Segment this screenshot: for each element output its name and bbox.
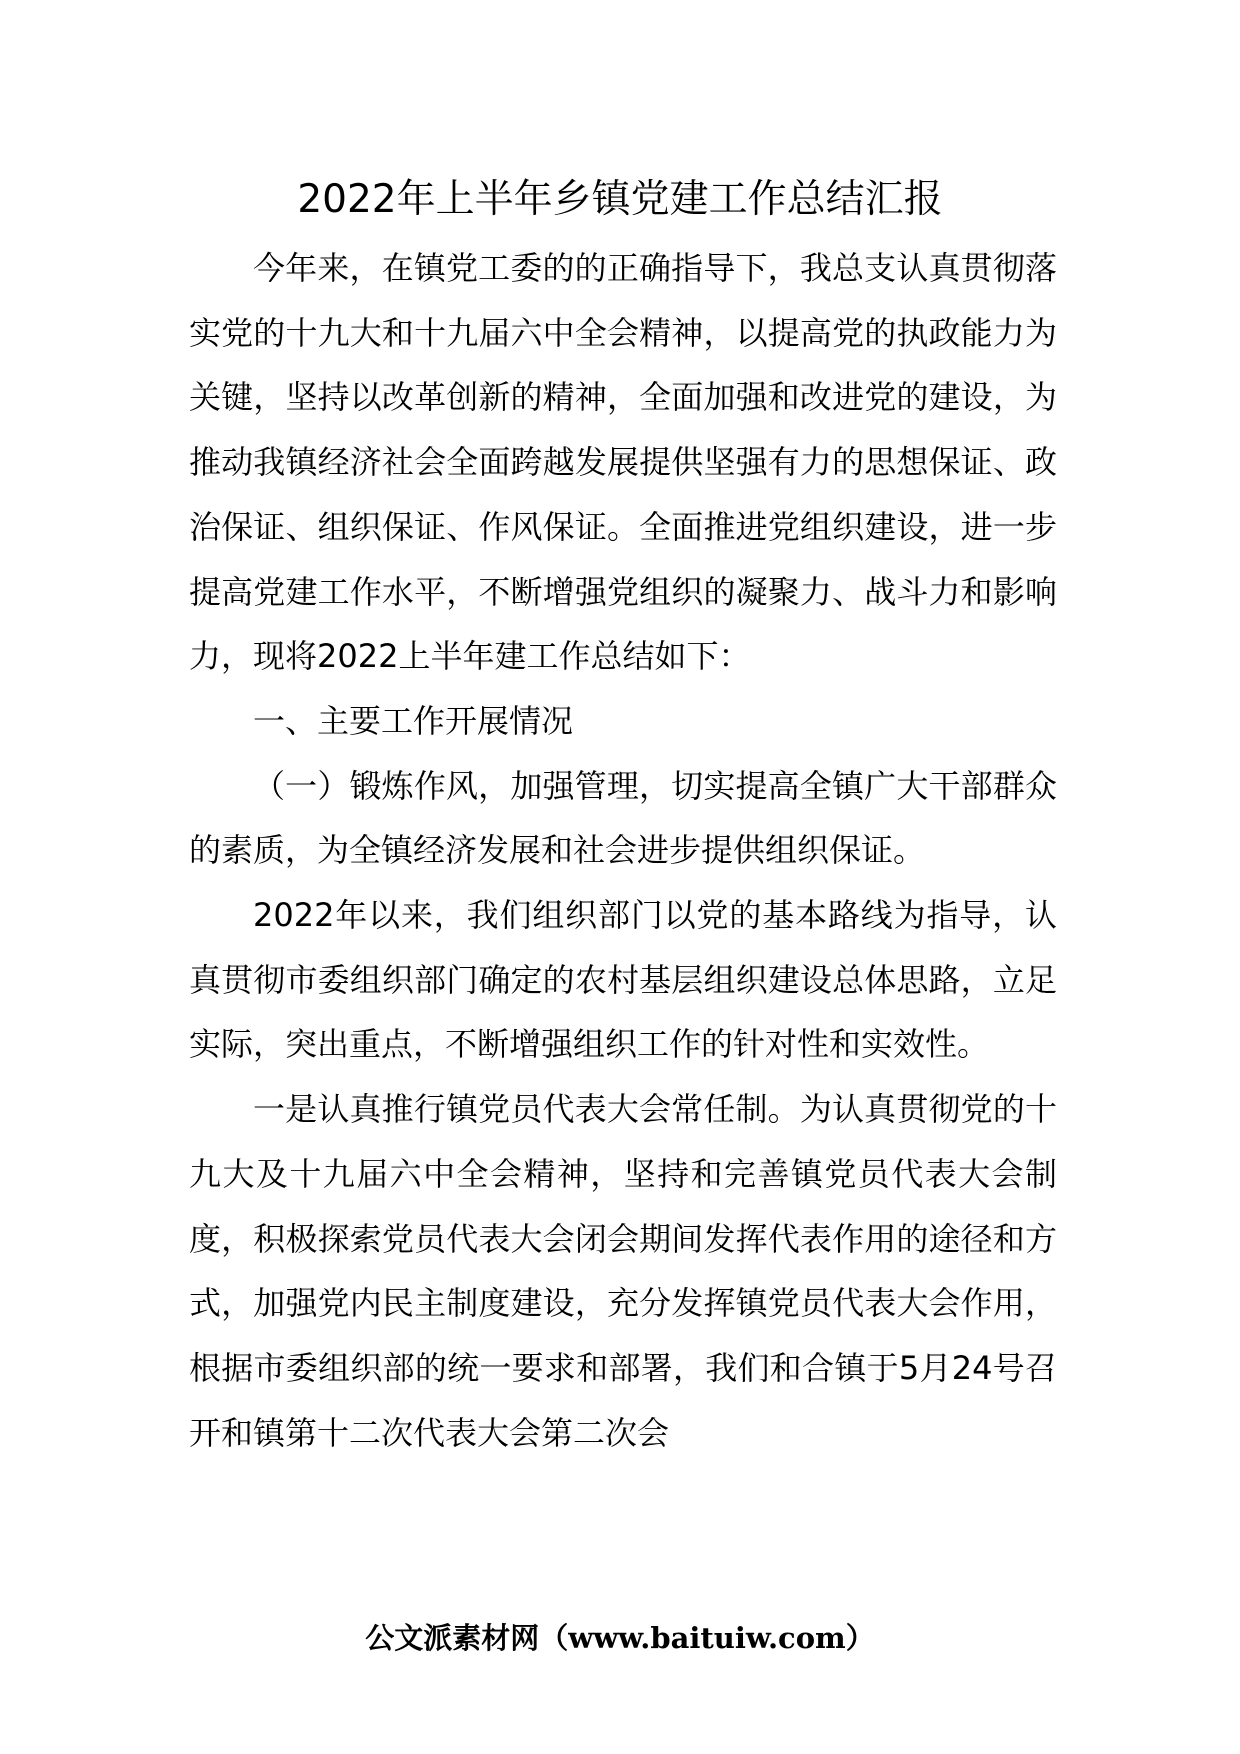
body-paragraph: 一是认真推行镇党员代表大会常任制。为认真贯彻党的十九大及十九届六中全会精神，坚持和完善镇党员代表大会制度，积极探索党员代表大会闭会期间发挥代表作用的途径和方式，加强党内民主制度建设，充分发挥镇党员代表大会作用，根据市委组织部的统一要求和部署，我们和合镇于5月24号召开和镇第十二次代表大会第二次会 [189,1090,1057,1452]
body-paragraph: 2022年以来，我们组织部门以党的基本路线为指导，认真贯彻市委组织部门确定的农村基层组织建设总体思路，立足实际，突出重点，不断增强组织工作的针对性和实效性。 [189,896,1057,1064]
footer-watermark: 公文派素材网（www.baituiw.com） [365,1621,875,1655]
document-body [189,236,1057,1465]
subsection-paragraph: （一）锻炼作风，加强管理，切实提高全镇广大干部群众的素质，为全镇经济发展和社会进步提供组织保证。 [189,766,1057,870]
section-heading: 一、主要工作开展情况 [253,701,574,740]
document-title: 2022年上半年乡镇党建工作总结汇报 [297,177,943,222]
intro-paragraph: 今年来，在镇党工委的的正确指导下，我总支认真贯彻落实党的十九大和十九届六中全会精神，以提高党的执政能力为关键，坚持以改革创新的精神，全面加强和改进党的建设，为推动我镇经济社会全面跨越发展提供坚强有力的思想保证、政治保证、组织保证、作风保证。全面推进党组织建设，进一步提高党建工作水平，不断增强党组织的凝聚力、战斗力和影响力，现将2022上半年建工作总结如下： [189,249,1057,676]
